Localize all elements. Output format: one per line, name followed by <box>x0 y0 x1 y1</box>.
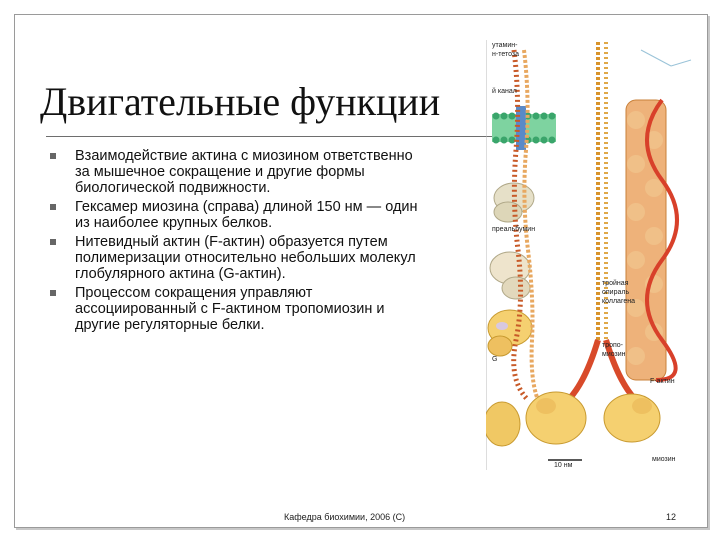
hemoglobin-globule <box>490 252 530 299</box>
bullet-square-icon <box>50 290 56 296</box>
membrane-head <box>493 137 500 144</box>
label-g: G <box>492 356 498 363</box>
bullet-item <box>48 234 418 282</box>
membrane-bilayer <box>492 106 556 150</box>
actin-monomer <box>627 203 645 221</box>
label-top-b: н-тетоза <box>492 51 520 58</box>
myosin-head-lobe <box>632 398 652 414</box>
myosin-head <box>486 402 520 446</box>
membrane-head <box>549 113 556 120</box>
label-collagen-1: тройная <box>602 280 629 287</box>
page-number: 12 <box>666 512 677 522</box>
protein-structures-figure <box>486 40 694 472</box>
slide-title: Двигательные функции <box>40 79 441 124</box>
corner-line <box>641 50 671 66</box>
g-actin-globule <box>488 310 532 356</box>
globule <box>502 277 530 299</box>
bullet-item <box>48 285 418 333</box>
myosin-head <box>526 392 586 444</box>
actin-monomer <box>627 111 645 129</box>
myosin-neck <box>570 340 598 398</box>
membrane-head <box>509 113 516 120</box>
globule <box>488 336 512 356</box>
label-f-actin: F-актин <box>650 378 675 385</box>
membrane-head <box>541 137 548 144</box>
label-collagen-3: коллагена <box>602 298 635 305</box>
myosin-head-lobe <box>536 398 556 414</box>
bullet-square-icon <box>50 153 56 159</box>
bullet-text: Взаимодействие актина с миозином ответственно за мышечное сокращение и другие формы биологической подвижности. <box>75 148 413 196</box>
actin-monomer <box>645 227 663 245</box>
bullet-square-icon <box>50 239 56 245</box>
membrane-head <box>501 137 508 144</box>
bound-ligand <box>496 322 508 330</box>
actin-monomer <box>627 347 645 365</box>
label-tropomyosin-1: тропо- <box>602 342 624 349</box>
label-scale: 10 нм <box>554 462 573 469</box>
corner-line <box>671 60 691 66</box>
myosin-head <box>604 394 660 442</box>
bullet-text: Нитевидный актин (F-актин) образуется путем полимеризации относительно небольших молекул глобулярного актина (G-актин). <box>75 234 416 282</box>
label-tropomyosin-2: миозин <box>602 351 626 358</box>
collagen-strand <box>524 50 538 400</box>
label-top-a: утамин- <box>492 42 518 49</box>
label-myosin: миозин <box>652 456 676 463</box>
membrane-head <box>549 137 556 144</box>
globule <box>494 202 522 222</box>
bullet-item <box>48 148 418 196</box>
label-collagen-2: опираль <box>602 289 630 296</box>
bullet-text: Гексамер миозина (справа) длиной 150 нм — один из наиболее крупных белков. <box>75 199 418 231</box>
bullet-square-icon <box>50 204 56 210</box>
bullet-item <box>48 199 418 231</box>
bullet-text: Процессом сокращения управляют ассоциированный с F-актином тропомиозин и другие регуляторные белки. <box>75 285 385 333</box>
channel-protein <box>516 106 526 150</box>
label-prealbumin: преальбумин <box>492 226 536 233</box>
title-divider <box>46 136 496 137</box>
bullet-list <box>48 148 418 336</box>
actin-monomer <box>627 251 645 269</box>
membrane-head <box>541 113 548 120</box>
label-channel: й канал <box>492 88 517 95</box>
membrane-head <box>533 137 540 144</box>
footer-credit: Кафедра биохимии, 2006 (C) <box>284 512 406 522</box>
actin-monomer <box>627 155 645 173</box>
actin-monomer <box>645 179 663 197</box>
membrane-head <box>501 113 508 120</box>
membrane-head <box>493 113 500 120</box>
membrane-head <box>533 113 540 120</box>
protein-illustration <box>486 40 694 472</box>
